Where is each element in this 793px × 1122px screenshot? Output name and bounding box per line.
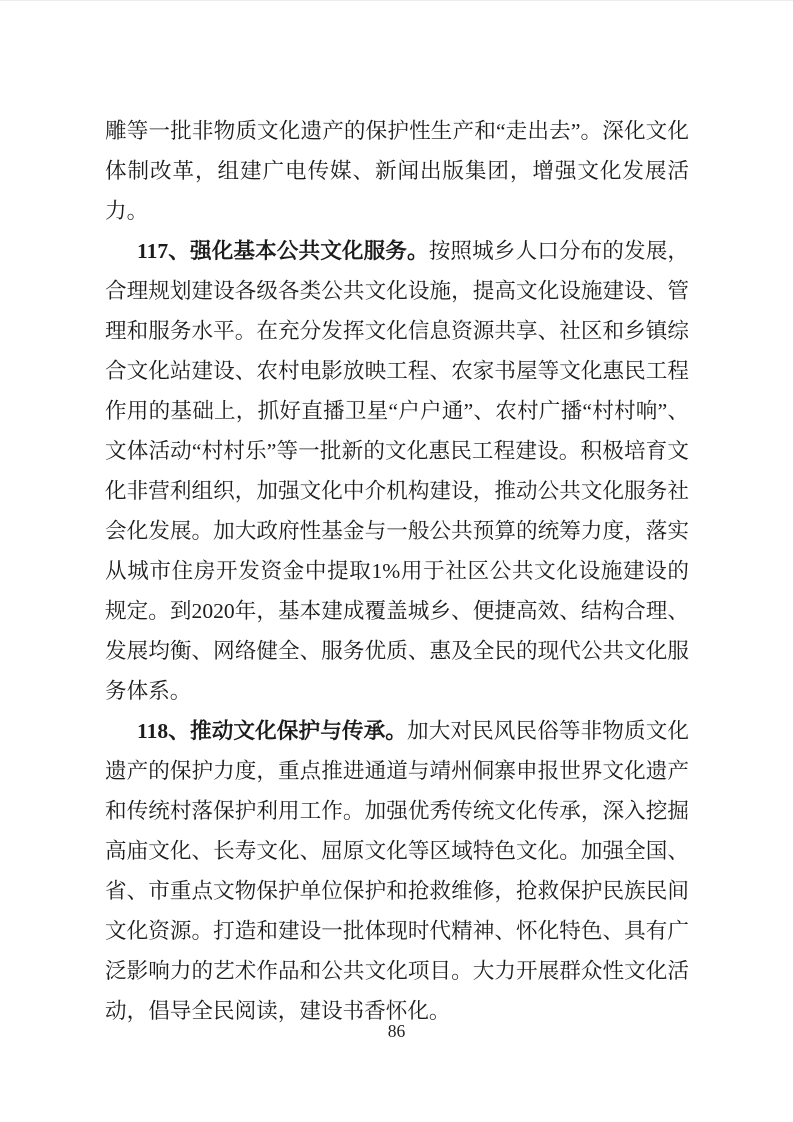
page-number: 86 (387, 1021, 406, 1041)
paragraph-lead-text: 118、推动文化保护与传承。 (137, 719, 407, 743)
paragraph-item-118 (105, 711, 689, 1031)
paragraph-body-text: 按照城乡人口分布的发展，合理规划建设各级各类公共文化设施，提高文化设施建设、管理和服务水平。在充分发挥文化信息资源共享、社区和乡镇综合文化站建设、农村电影放映工程、农家书屋等文化惠民工程作用的基础上，抓好直播卫星“户户通”、农村广播“村村响”、文体活动“村村乐”等一批新的文化惠民工程建设。积极培育文化非营利组织，加强文化中介机构建设，推动公共文化服务社会化发展。加大政府性基金与一般公共预算的统筹力度，落实从城市住房开发资金中提取1%用于社区公共文化设施建设的规定。到2020年，基本建成覆盖城乡、便捷高效、结构合理、发展均衡、网络健全、服务优质、惠及全民的现代公共文化服务体系。 (105, 239, 689, 703)
document-content (105, 111, 689, 1031)
paragraph-body-text: 雕等一批非物质文化遗产的保护性生产和“走出去”。深化文化体制改革，组建广电传媒、新闻出版集团，增强文化发展活力。 (105, 119, 689, 223)
paragraph-continuation (105, 111, 689, 231)
paragraph-item-117 (105, 231, 689, 711)
paragraph-body-text: 加大对民风民俗等非物质文化遗产的保护力度，重点推进通道与靖州侗寨申报世界文化遗产和传统村落保护利用工作。加强优秀传统文化传承，深入挖掘高庙文化、长寿文化、屈原文化等区域特色文化。加强全国、省、市重点文物保护单位保护和抢救维修，抢救保护民族民间文化资源。打造和建设一批体现时代精神、怀化特色、具有广泛影响力的艺术作品和公共文化项目。大力开展群众性文化活动，倡导全民阅读，建设书香怀化。 (105, 719, 689, 1023)
paragraph-lead-text: 117、强化基本公共文化服务。 (137, 239, 429, 263)
